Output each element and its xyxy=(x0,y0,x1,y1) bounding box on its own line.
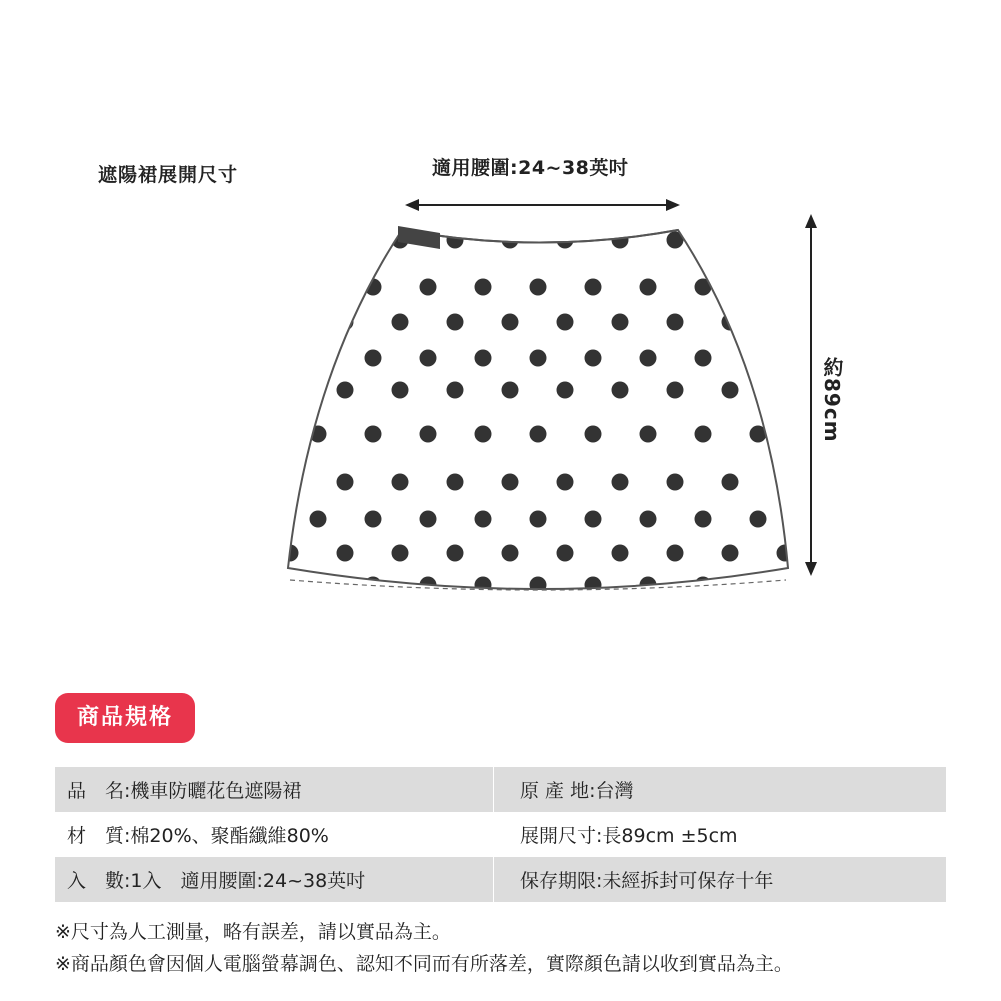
polka-dot xyxy=(475,426,492,443)
polka-dot xyxy=(557,474,574,491)
waist-label: 適用腰圍:24~38英吋 xyxy=(432,157,629,179)
length-label: 約89cm xyxy=(820,357,844,443)
polka-dot xyxy=(337,545,354,562)
polka-dot xyxy=(640,511,657,528)
polka-dot xyxy=(667,474,684,491)
spec-material: 材 質:棉20%、聚酯纖維80% xyxy=(55,812,494,857)
polka-dot xyxy=(612,545,629,562)
polka-dot xyxy=(777,474,794,491)
polka-dot xyxy=(502,545,519,562)
polka-dot xyxy=(365,511,382,528)
spec-badge: 商品規格 xyxy=(55,693,195,743)
polka-dot xyxy=(530,279,547,296)
polka-dot xyxy=(310,279,327,296)
waist-arrow xyxy=(405,199,680,211)
polka-dot xyxy=(557,545,574,562)
polka-dot xyxy=(585,279,602,296)
polka-dot xyxy=(392,474,409,491)
spec-origin: 原 產 地:台灣 xyxy=(520,780,634,802)
polka-dot xyxy=(447,545,464,562)
polka-dot xyxy=(447,314,464,331)
spec-quantity: 入 數:1入 適用腰圍:24~38英吋 xyxy=(55,857,494,902)
polka-dot xyxy=(392,382,409,399)
polka-dot xyxy=(585,426,602,443)
polka-dot xyxy=(365,426,382,443)
polka-dot xyxy=(695,426,712,443)
polka-dot xyxy=(392,314,409,331)
polka-dot xyxy=(310,350,327,367)
note-color: ※商品顏色會因個人電腦螢幕調色、認知不同而有所落差，實際顏色請以收到實品為主。 xyxy=(55,953,793,975)
polka-dot xyxy=(612,232,629,249)
polka-dot xyxy=(640,426,657,443)
polka-dot xyxy=(750,511,767,528)
polka-dot xyxy=(695,511,712,528)
diagram-heading: 遮陽裙展開尺寸 xyxy=(98,164,239,186)
polka-dot xyxy=(337,232,354,249)
polka-dot xyxy=(750,350,767,367)
polka-dot xyxy=(722,545,739,562)
polka-dot xyxy=(667,314,684,331)
polka-dot xyxy=(502,314,519,331)
spec-table xyxy=(55,767,946,902)
spec-shelf-life: 保存期限:未經拆封可保存十年 xyxy=(520,870,774,892)
polka-dot xyxy=(777,382,794,399)
spec-row xyxy=(55,767,946,812)
polka-dot xyxy=(282,382,299,399)
polka-dot xyxy=(530,577,547,594)
polka-dot xyxy=(612,474,629,491)
spec-row xyxy=(55,857,946,902)
polka-dot xyxy=(722,382,739,399)
polka-dot xyxy=(475,577,492,594)
polka-dot xyxy=(722,232,739,249)
polka-dot xyxy=(420,511,437,528)
spec-row xyxy=(55,812,946,857)
polka-dot xyxy=(530,511,547,528)
polka-dot xyxy=(447,474,464,491)
polka-dot xyxy=(557,382,574,399)
polka-dot xyxy=(612,314,629,331)
polka-dot xyxy=(585,577,602,594)
polka-dot xyxy=(392,545,409,562)
polka-dot xyxy=(750,577,767,594)
polka-dot xyxy=(777,232,794,249)
length-arrow xyxy=(805,214,817,576)
polka-dot xyxy=(310,577,327,594)
polka-dot xyxy=(365,350,382,367)
polka-dot xyxy=(777,314,794,331)
polka-dot xyxy=(337,474,354,491)
polka-dot xyxy=(502,474,519,491)
polka-dot xyxy=(612,382,629,399)
polka-dot xyxy=(502,232,519,249)
notes xyxy=(55,916,793,980)
spec-product-name: 品 名:機車防曬花色遮陽裙 xyxy=(55,767,494,812)
polka-dot xyxy=(310,511,327,528)
polka-dot xyxy=(420,279,437,296)
polka-dot xyxy=(475,511,492,528)
polka-dot-pattern xyxy=(282,232,794,594)
polka-dot xyxy=(337,382,354,399)
polka-dot xyxy=(502,382,519,399)
polka-dot xyxy=(282,314,299,331)
polka-dot xyxy=(640,279,657,296)
polka-dot xyxy=(750,279,767,296)
polka-dot xyxy=(420,426,437,443)
polka-dot xyxy=(530,350,547,367)
polka-dot xyxy=(667,382,684,399)
spec-size: 展開尺寸:長89cm ±5cm xyxy=(520,825,738,847)
polka-dot xyxy=(420,350,437,367)
polka-dot xyxy=(447,232,464,249)
polka-dot xyxy=(475,279,492,296)
polka-dot xyxy=(475,350,492,367)
polka-dot xyxy=(447,382,464,399)
polka-dot xyxy=(282,474,299,491)
note-measurement: ※尺寸為人工測量，略有誤差，請以實品為主。 xyxy=(55,921,451,943)
polka-dot xyxy=(640,350,657,367)
polka-dot xyxy=(585,511,602,528)
polka-dot xyxy=(530,426,547,443)
polka-dot xyxy=(557,232,574,249)
polka-dot xyxy=(667,545,684,562)
polka-dot xyxy=(585,350,602,367)
polka-dot xyxy=(557,314,574,331)
polka-dot xyxy=(282,232,299,249)
polka-dot xyxy=(365,279,382,296)
polka-dot xyxy=(722,474,739,491)
polka-dot xyxy=(695,350,712,367)
